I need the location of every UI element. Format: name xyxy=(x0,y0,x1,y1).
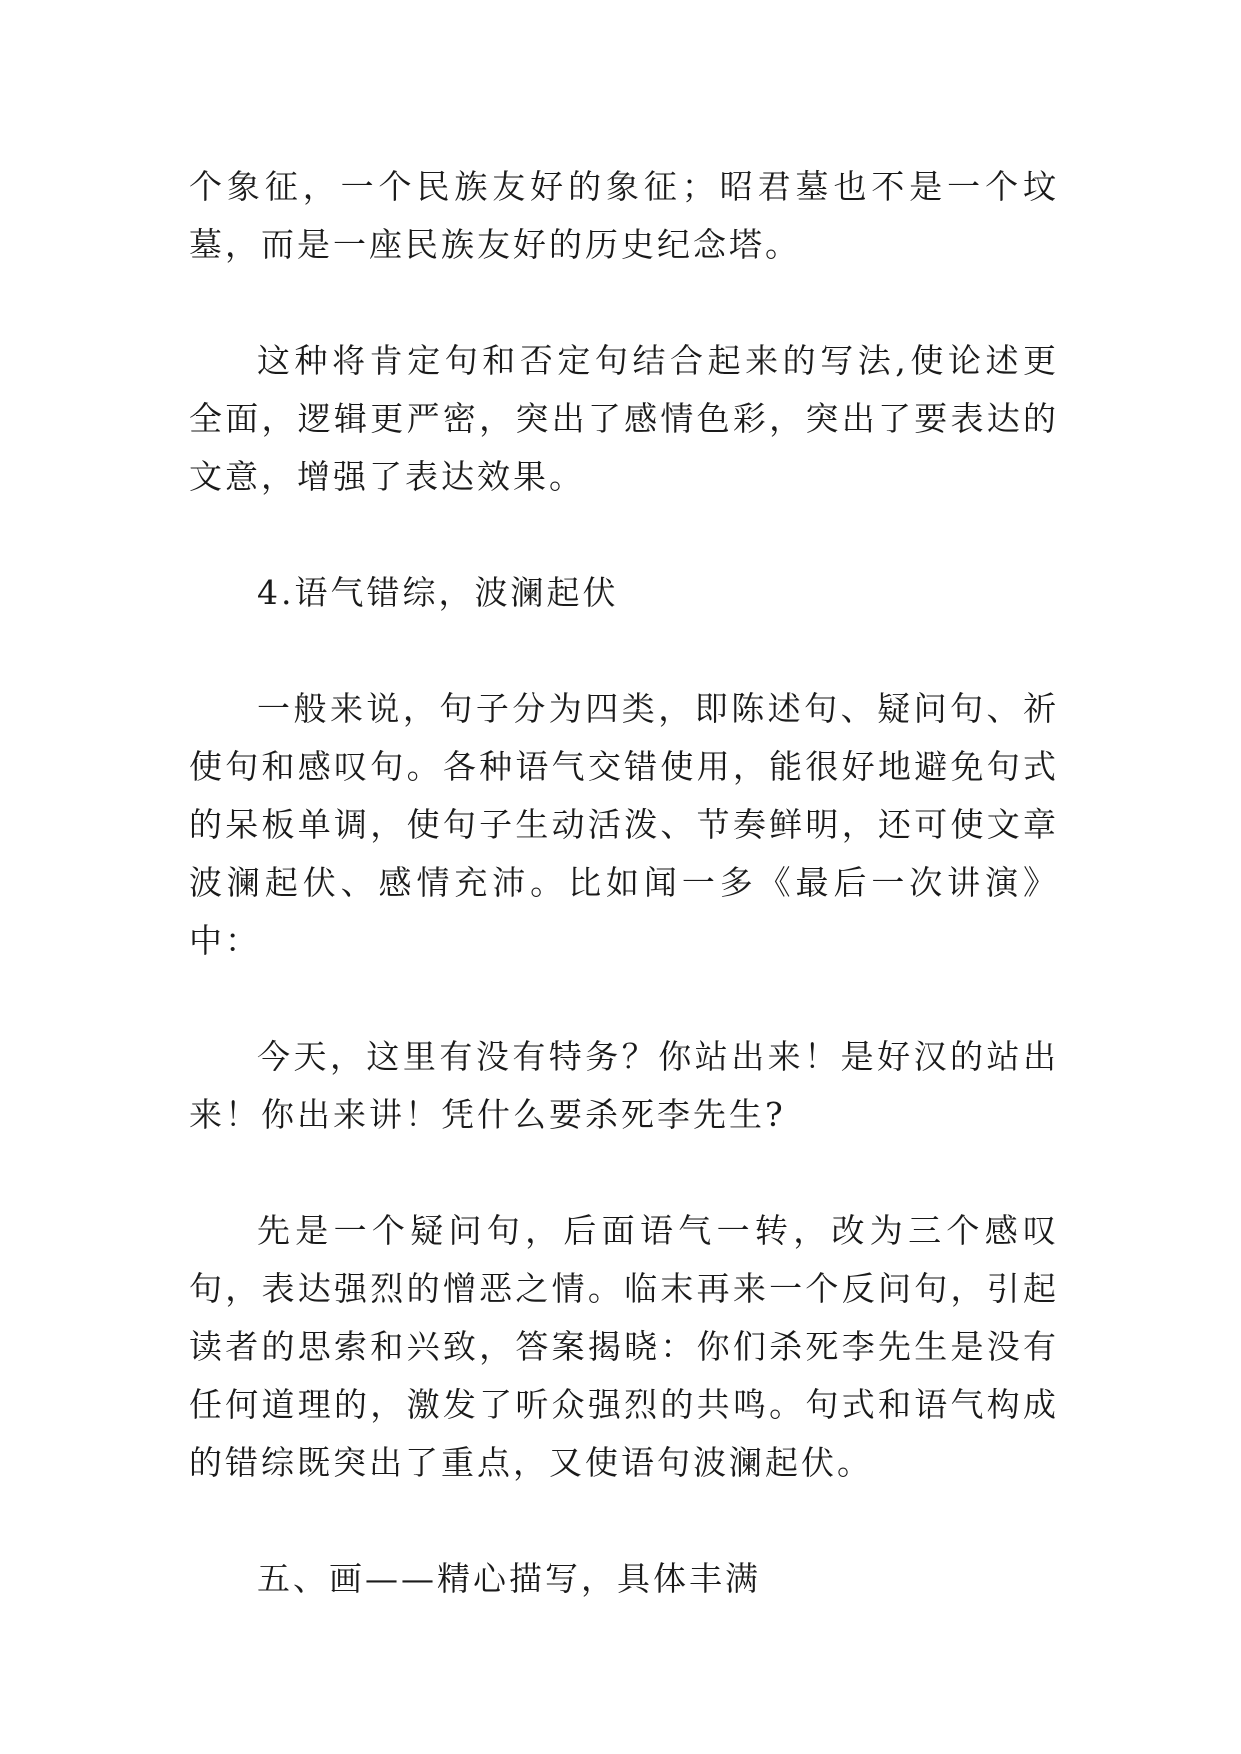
paragraph-intro: 一般来说，句子分为四类，即陈述句、疑问句、祈使句和感叹句。各种语气交错使用，能很好地避免句式的呆板单调，使句子生动活泼、节奏鲜明，还可使文章波澜起伏、感情充沛。比如闻一多《最后一次讲演》中： xyxy=(189,689,1059,960)
paragraph-gap xyxy=(189,622,1059,680)
paragraph-analysis: 这种将肯定句和否定句结合起来的写法,使论述更全面，逻辑更严密，突出了感情色彩，突出了要表达的文意，增强了表达效果。 xyxy=(189,341,1059,496)
paragraph-gap xyxy=(189,1492,1059,1550)
paragraph-quote: 今天，这里有没有特务？你站出来！是好汉的站出来！你出来讲！凭什么要杀死李先生? xyxy=(189,1037,1059,1134)
paragraph-gap xyxy=(189,506,1059,564)
document-body xyxy=(189,158,1059,1608)
section-heading-5: 五、画——精心描写，具体丰满 xyxy=(257,1559,761,1598)
paragraph-gap xyxy=(189,1144,1059,1202)
paragraph-explanation: 先是一个疑问句，后面语气一转，改为三个感叹句，表达强烈的憎恶之情。临末再来一个反问句，引起读者的思索和兴致，答案揭晓：你们杀死李先生是没有任何道理的，激发了听众强烈的共鸣。句式和语气构成的错综既突出了重点，又使语句波澜起伏。 xyxy=(189,1211,1059,1482)
paragraph-continuation: 个象征，一个民族友好的象征；昭君墓也不是一个坟墓，而是一座民族友好的历史纪念塔。 xyxy=(189,167,1059,264)
section-heading-4: 4.语气错综，波澜起伏 xyxy=(257,573,619,612)
paragraph-gap xyxy=(189,274,1059,332)
paragraph-gap xyxy=(189,970,1059,1028)
